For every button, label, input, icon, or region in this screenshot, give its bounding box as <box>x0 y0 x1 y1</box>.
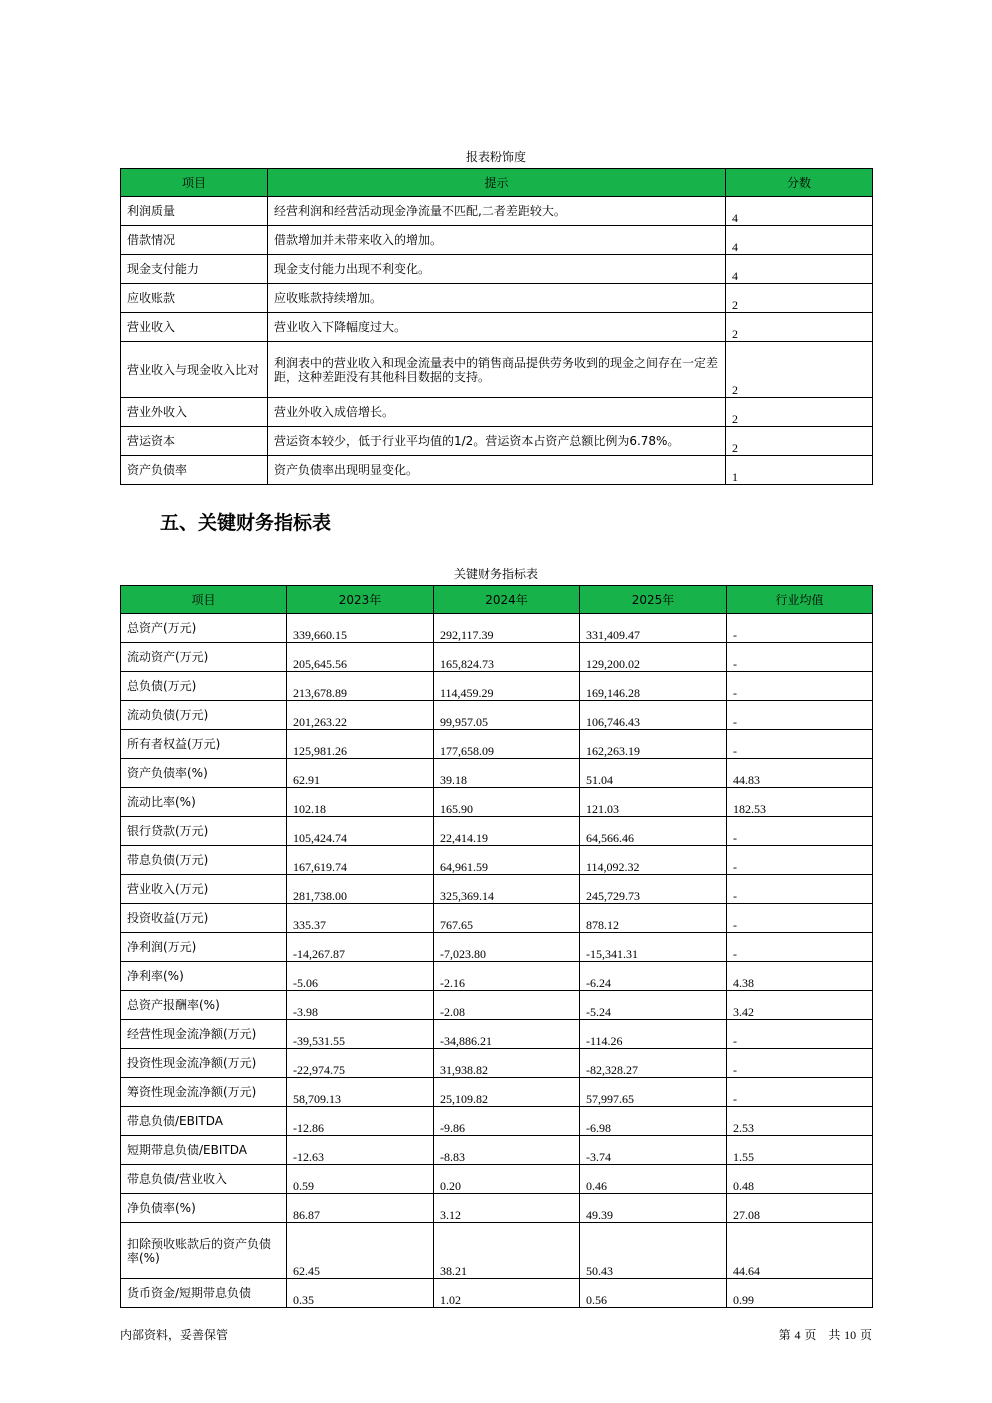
table-cell: -82,328.27 <box>580 1049 727 1078</box>
table-row <box>121 933 873 962</box>
report-whitewash-table <box>120 168 873 485</box>
table-cell: 335.37 <box>287 904 434 933</box>
column-header: 项目 <box>121 169 268 197</box>
table1-caption: 报表粉饰度 <box>465 150 526 164</box>
table-cell: -2.08 <box>434 991 580 1020</box>
page-number <box>779 1326 872 1343</box>
table-row <box>121 398 873 427</box>
table-cell: 292,117.39 <box>434 614 580 643</box>
table-row <box>121 1279 873 1308</box>
table-row <box>121 255 873 284</box>
table-cell: 借款增加并未带来收入的增加。 <box>268 226 726 255</box>
row-label: 资产负债率(%) <box>121 759 287 788</box>
table-cell: - <box>727 614 873 643</box>
table-cell: - <box>727 933 873 962</box>
table-cell: 114,092.32 <box>580 846 727 875</box>
column-header: 行业均值 <box>727 586 873 614</box>
table-row <box>121 284 873 313</box>
table-row <box>121 759 873 788</box>
table-cell: 51.04 <box>580 759 727 788</box>
table-cell: - <box>727 1078 873 1107</box>
row-label: 带息负债/EBITDA <box>121 1107 287 1136</box>
table-cell: 2 <box>726 313 873 342</box>
table-row <box>121 1078 873 1107</box>
row-label: 营业外收入 <box>121 398 268 427</box>
table-row <box>121 788 873 817</box>
table-cell: - <box>727 672 873 701</box>
table-cell: 49.39 <box>580 1194 727 1223</box>
table-cell: 57,997.65 <box>580 1078 727 1107</box>
table-cell: 22,414.19 <box>434 817 580 846</box>
table-cell: 营业收入下降幅度过大。 <box>268 313 726 342</box>
table-cell: 38.21 <box>434 1223 580 1279</box>
table-row <box>121 1223 873 1279</box>
table-cell: 经营利润和经营活动现金净流量不匹配,二者差距较大。 <box>268 197 726 226</box>
table-row <box>121 1194 873 1223</box>
table-cell: 1 <box>726 456 873 485</box>
row-label: 筹资性现金流净额(万元) <box>121 1078 287 1107</box>
row-label: 货币资金/短期带息负债 <box>121 1279 287 1308</box>
table-row <box>121 342 873 398</box>
table-row <box>121 875 873 904</box>
row-label: 营业收入 <box>121 313 268 342</box>
row-label: 净利率(%) <box>121 962 287 991</box>
table2-caption: 关键财务指标表 <box>453 567 538 581</box>
table-cell: 62.45 <box>287 1223 434 1279</box>
table-cell: - <box>727 1020 873 1049</box>
section-heading: 五、关键财务指标表 <box>160 512 332 534</box>
row-label: 流动资产(万元) <box>121 643 287 672</box>
table-cell: 44.83 <box>727 759 873 788</box>
table-cell: -9.86 <box>434 1107 580 1136</box>
page-total: 10 <box>844 1328 857 1342</box>
table-cell: 2 <box>726 284 873 313</box>
row-label: 借款情况 <box>121 226 268 255</box>
row-label: 带息负债(万元) <box>121 846 287 875</box>
table-cell: 767.65 <box>434 904 580 933</box>
table-row <box>121 1020 873 1049</box>
table-cell: 0.59 <box>287 1165 434 1194</box>
table-cell: 31,938.82 <box>434 1049 580 1078</box>
table-cell: -2.16 <box>434 962 580 991</box>
table-cell: 182.53 <box>727 788 873 817</box>
table-cell: - <box>727 846 873 875</box>
row-label: 流动负债(万元) <box>121 701 287 730</box>
table-cell: - <box>727 904 873 933</box>
table-cell: 245,729.73 <box>580 875 727 904</box>
column-header: 2025年 <box>580 586 727 614</box>
table-cell: -5.06 <box>287 962 434 991</box>
table-cell: 0.99 <box>727 1279 873 1308</box>
row-label: 净负债率(%) <box>121 1194 287 1223</box>
table-cell: -22,974.75 <box>287 1049 434 1078</box>
row-label: 净利润(万元) <box>121 933 287 962</box>
table-cell: - <box>727 730 873 759</box>
row-label: 扣除预收账款后的资产负债率(%) <box>121 1223 287 1279</box>
table-cell: 121.03 <box>580 788 727 817</box>
row-label: 营业收入(万元) <box>121 875 287 904</box>
table-cell: - <box>727 1049 873 1078</box>
table-cell: 201,263.22 <box>287 701 434 730</box>
row-label: 利润质量 <box>121 197 268 226</box>
page-prefix: 第 <box>778 1328 791 1342</box>
table-cell: -3.98 <box>287 991 434 1020</box>
column-header: 项目 <box>121 586 287 614</box>
table-row <box>121 672 873 701</box>
table-cell: 0.35 <box>287 1279 434 1308</box>
table-cell: 129,200.02 <box>580 643 727 672</box>
table-cell: -5.24 <box>580 991 727 1020</box>
table-cell: 162,263.19 <box>580 730 727 759</box>
row-label: 投资收益(万元) <box>121 904 287 933</box>
table-cell: 86.87 <box>287 1194 434 1223</box>
table-cell: -114.26 <box>580 1020 727 1049</box>
row-label: 营运资本 <box>121 427 268 456</box>
table-cell: 177,658.09 <box>434 730 580 759</box>
table-cell: -14,267.87 <box>287 933 434 962</box>
table-cell: -3.74 <box>580 1136 727 1165</box>
table-cell: 167,619.74 <box>287 846 434 875</box>
table-cell: - <box>727 875 873 904</box>
table-cell: 878.12 <box>580 904 727 933</box>
table-cell: 1.02 <box>434 1279 580 1308</box>
table-row <box>121 962 873 991</box>
table-cell: -34,886.21 <box>434 1020 580 1049</box>
row-label: 所有者权益(万元) <box>121 730 287 759</box>
table-row <box>121 701 873 730</box>
table-cell: 4.38 <box>727 962 873 991</box>
table-cell: 现金支付能力出现不利变化。 <box>268 255 726 284</box>
table-cell: 105,424.74 <box>287 817 434 846</box>
table-cell: -15,341.31 <box>580 933 727 962</box>
row-label: 总负债(万元) <box>121 672 287 701</box>
column-header: 2024年 <box>434 586 580 614</box>
table-cell: 64,961.59 <box>434 846 580 875</box>
key-financial-indicators-table <box>120 585 873 1308</box>
table-cell: 62.91 <box>287 759 434 788</box>
table-cell: -6.98 <box>580 1107 727 1136</box>
row-label: 带息负债/营业收入 <box>121 1165 287 1194</box>
table-cell: 165,824.73 <box>434 643 580 672</box>
table-row <box>121 643 873 672</box>
table-row <box>121 904 873 933</box>
table-cell: 125,981.26 <box>287 730 434 759</box>
table-cell: 1.55 <box>727 1136 873 1165</box>
table-cell: 106,746.43 <box>580 701 727 730</box>
table-row <box>121 730 873 759</box>
table-cell: 2.53 <box>727 1107 873 1136</box>
table-cell: 213,678.89 <box>287 672 434 701</box>
table-cell: 4 <box>726 197 873 226</box>
column-header: 2023年 <box>287 586 434 614</box>
table-row <box>121 427 873 456</box>
table-cell: 营业外收入成倍增长。 <box>268 398 726 427</box>
table-cell: 331,409.47 <box>580 614 727 643</box>
footer-confidential-note: 内部资料，妥善保管 <box>120 1328 229 1342</box>
row-label: 流动比率(%) <box>121 788 287 817</box>
row-label: 经营性现金流净额(万元) <box>121 1020 287 1049</box>
table-cell: 4 <box>726 226 873 255</box>
table-cell: 2 <box>726 342 873 398</box>
row-label: 资产负债率 <box>121 456 268 485</box>
table-cell: 325,369.14 <box>434 875 580 904</box>
column-header: 分数 <box>726 169 873 197</box>
table-cell: 339,660.15 <box>287 614 434 643</box>
table-cell: 44.64 <box>727 1223 873 1279</box>
table-cell: 102.18 <box>287 788 434 817</box>
row-label: 总资产报酬率(%) <box>121 991 287 1020</box>
table-cell: 营运资本较少，低于行业平均值的1/2。营运资本占资产总额比例为6.78%。 <box>268 427 726 456</box>
table-cell: -12.63 <box>287 1136 434 1165</box>
table-cell: 资产负债率出现明显变化。 <box>268 456 726 485</box>
table-cell: 205,645.56 <box>287 643 434 672</box>
table-cell: -7,023.80 <box>434 933 580 962</box>
table-row <box>121 1049 873 1078</box>
table-cell: 应收账款持续增加。 <box>268 284 726 313</box>
page-mid: 页 共 <box>804 1328 841 1342</box>
table-cell: -12.86 <box>287 1107 434 1136</box>
table-cell: - <box>727 643 873 672</box>
page-current: 4 <box>794 1328 801 1342</box>
table-cell: 25,109.82 <box>434 1078 580 1107</box>
table-cell: 2 <box>726 398 873 427</box>
table-cell: 169,146.28 <box>580 672 727 701</box>
row-label: 短期带息负债/EBITDA <box>121 1136 287 1165</box>
table-cell: 0.48 <box>727 1165 873 1194</box>
table-cell: 利润表中的营业收入和现金流量表中的销售商品提供劳务收到的现金之间存在一定差距，这种差距没有其他科目数据的支持。 <box>268 342 726 398</box>
table-row <box>121 1107 873 1136</box>
table-row <box>121 991 873 1020</box>
table-row <box>121 614 873 643</box>
table-cell: 114,459.29 <box>434 672 580 701</box>
table-cell: 281,738.00 <box>287 875 434 904</box>
table-cell: 64,566.46 <box>580 817 727 846</box>
row-label: 营业收入与现金收入比对 <box>121 342 268 398</box>
table-cell: -6.24 <box>580 962 727 991</box>
page-suffix: 页 <box>859 1328 872 1342</box>
table-cell: - <box>727 701 873 730</box>
table-cell: -8.83 <box>434 1136 580 1165</box>
table-cell: 165.90 <box>434 788 580 817</box>
table-row <box>121 197 873 226</box>
table-cell: -39,531.55 <box>287 1020 434 1049</box>
table-cell: 0.56 <box>580 1279 727 1308</box>
table-cell: 27.08 <box>727 1194 873 1223</box>
table-cell: 0.20 <box>434 1165 580 1194</box>
row-label: 总资产(万元) <box>121 614 287 643</box>
table-cell: 58,709.13 <box>287 1078 434 1107</box>
table-row <box>121 1165 873 1194</box>
table-row <box>121 846 873 875</box>
table-cell: 4 <box>726 255 873 284</box>
table-row <box>121 456 873 485</box>
table-cell: 2 <box>726 427 873 456</box>
table-cell: 99,957.05 <box>434 701 580 730</box>
table-cell: 50.43 <box>580 1223 727 1279</box>
table-cell: 3.12 <box>434 1194 580 1223</box>
table-row <box>121 226 873 255</box>
column-header: 提示 <box>268 169 726 197</box>
table-cell: 39.18 <box>434 759 580 788</box>
table-cell: - <box>727 817 873 846</box>
row-label: 现金支付能力 <box>121 255 268 284</box>
row-label: 应收账款 <box>121 284 268 313</box>
table-cell: 3.42 <box>727 991 873 1020</box>
row-label: 银行贷款(万元) <box>121 817 287 846</box>
table-cell: 0.46 <box>580 1165 727 1194</box>
table-row <box>121 817 873 846</box>
table-row <box>121 1136 873 1165</box>
row-label: 投资性现金流净额(万元) <box>121 1049 287 1078</box>
table-row <box>121 313 873 342</box>
